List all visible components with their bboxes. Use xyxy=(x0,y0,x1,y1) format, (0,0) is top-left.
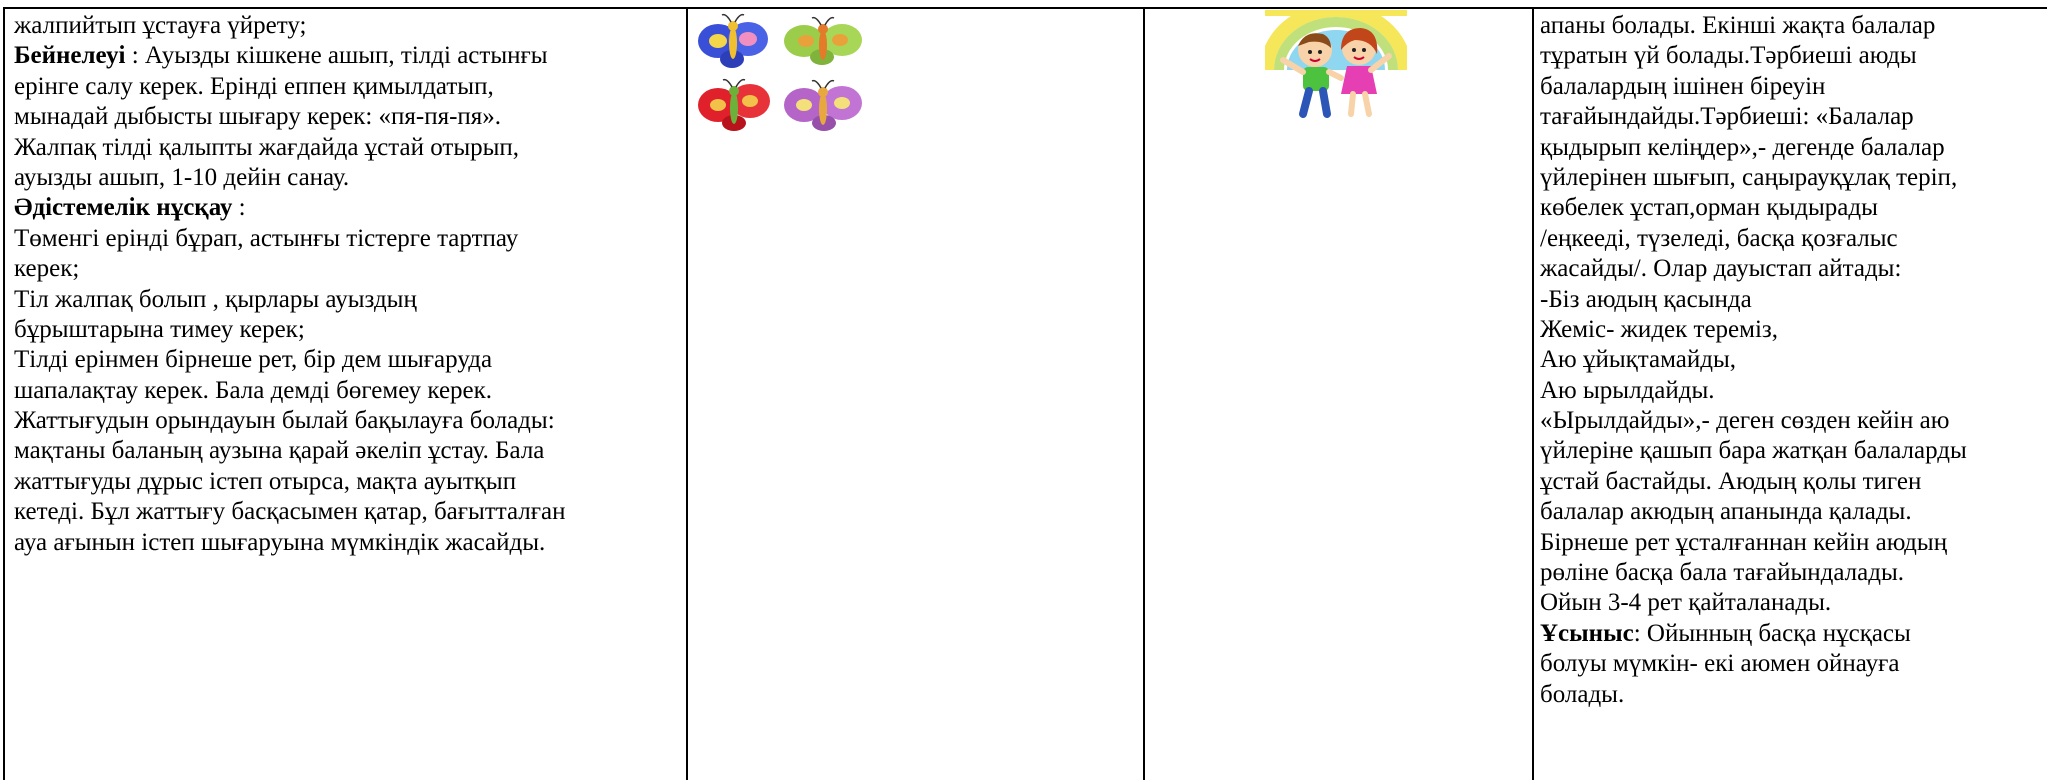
butterfly-blue xyxy=(698,15,768,68)
bold-label-depiction: Бейнелеуі xyxy=(14,42,126,70)
text-line: Жалпақ тілді қалыпты жағдайда ұстай отырып, xyxy=(14,133,520,161)
exercise-description-cell xyxy=(14,11,566,558)
text-line: үйлерінен шығып, саңырауқұлақ теріп, xyxy=(1540,163,1958,191)
text-line: бұрыштарына тимеу керек; xyxy=(14,315,305,343)
text-line: шапалақтау керек. Бала демді бөгемеу керек. xyxy=(14,376,493,404)
column-divider-3 xyxy=(1532,7,1534,780)
text-line: керек; xyxy=(14,255,80,283)
butterfly-red xyxy=(698,80,770,131)
text-line: болуы мүмкін- екі аюмен ойнауға xyxy=(1540,650,1900,678)
text-line: /еңкееді, түзеледі, басқа қозғалыс xyxy=(1540,224,1898,252)
text-line: ауа ағынын істеп шығаруына мүмкіндік жасайды. xyxy=(14,528,546,556)
text-line: қыдырып келіңдер»,- дегенде балалар xyxy=(1540,133,1945,161)
text-line: Аю ырылдайды. xyxy=(1540,376,1715,404)
text-line: кетеді. Бұл жаттығу басқасымен қатар, бағытталған xyxy=(14,498,566,526)
text-line: рөліне басқа бала тағайындалады. xyxy=(1540,559,1905,587)
text-line: Бірнеше рет ұсталғаннан кейін аюдың xyxy=(1540,528,1948,556)
column-divider-2 xyxy=(1143,7,1145,780)
text-line: ерінге салу керек. Ерінді еппен қимылдатып, xyxy=(14,72,494,100)
text-line: тұратын үй болады.Тәрбиеші аюды xyxy=(1540,42,1917,70)
text-line: жаттығуды дұрыс істеп отырса, мақта ауытқып xyxy=(14,467,517,495)
text-line: Жаттығудын орындауын былай бақылауға болады: xyxy=(14,407,555,435)
table-left-border xyxy=(3,7,5,780)
text-run: : Ауызды кішкене ашып, тілді астынғы xyxy=(125,42,548,70)
text-line: Төменгі ерінді бұрап, астынғы тістерге тартпау xyxy=(14,224,519,252)
text-run: : Ойынның басқа нұсқасы xyxy=(1633,619,1911,647)
text-line: балалардың ішінен біреуін xyxy=(1540,72,1826,100)
text-line xyxy=(14,193,566,223)
text-line xyxy=(1540,619,1967,649)
text-line: жалпийтып ұстауға үйрету; xyxy=(14,12,307,39)
text-line: үйлеріне қашып бара жатқан балаларды xyxy=(1540,437,1967,465)
text-line: тағайындайды.Тәрбиеші: «Балалар xyxy=(1540,103,1914,131)
butterfly-green xyxy=(784,18,862,65)
text-line: көбелек ұстап,орман қыдырады xyxy=(1540,194,1878,222)
text-line: «Ырылдайды»,- деген сөзден кейін аю xyxy=(1540,407,1950,435)
bold-label-method: Әдістемелік нұсқау xyxy=(14,194,233,222)
text-line: мақтаны баланың аузына қарай әкеліп ұстау. Бала xyxy=(14,437,545,465)
text-line: мынадай дыбысты шығару керек: «пя-пя-пя». xyxy=(14,103,502,131)
text-line: балалар акюдың апанында қалады. xyxy=(1540,498,1912,526)
text-line: апаны болады. Екінші жақта балалар xyxy=(1540,12,1936,39)
bold-label-suggestion: Ұсыныс xyxy=(1540,619,1634,647)
butterflies-image xyxy=(696,13,872,139)
text-line: Жеміс- жидек тереміз, xyxy=(1540,315,1779,343)
children-image xyxy=(1265,10,1407,128)
table-top-border xyxy=(3,7,2047,9)
text-line: Тілді ерінмен бірнеше рет, бір дем шығаруда xyxy=(14,346,493,374)
game-description-cell xyxy=(1540,11,1967,710)
text-line xyxy=(14,41,566,71)
text-line: ұстай бастайды. Аюдың қолы тиген xyxy=(1540,467,1922,495)
text-run: : xyxy=(232,194,246,222)
butterfly-purple xyxy=(784,81,862,131)
column-divider-1 xyxy=(686,7,688,780)
text-line: болады. xyxy=(1540,680,1625,708)
text-line: жасайды/. Олар дауыстап айтады: xyxy=(1540,255,1902,283)
text-line: -Біз аюдың қасында xyxy=(1540,285,1752,313)
text-line: Аю ұйықтамайды, xyxy=(1540,346,1737,374)
text-line: Ойын 3-4 рет қайталанады. xyxy=(1540,589,1832,617)
text-line: ауызды ашып, 1-10 дейін санау. xyxy=(14,163,350,191)
text-line: Тіл жалпақ болып , қырлары ауыздың xyxy=(14,285,417,313)
